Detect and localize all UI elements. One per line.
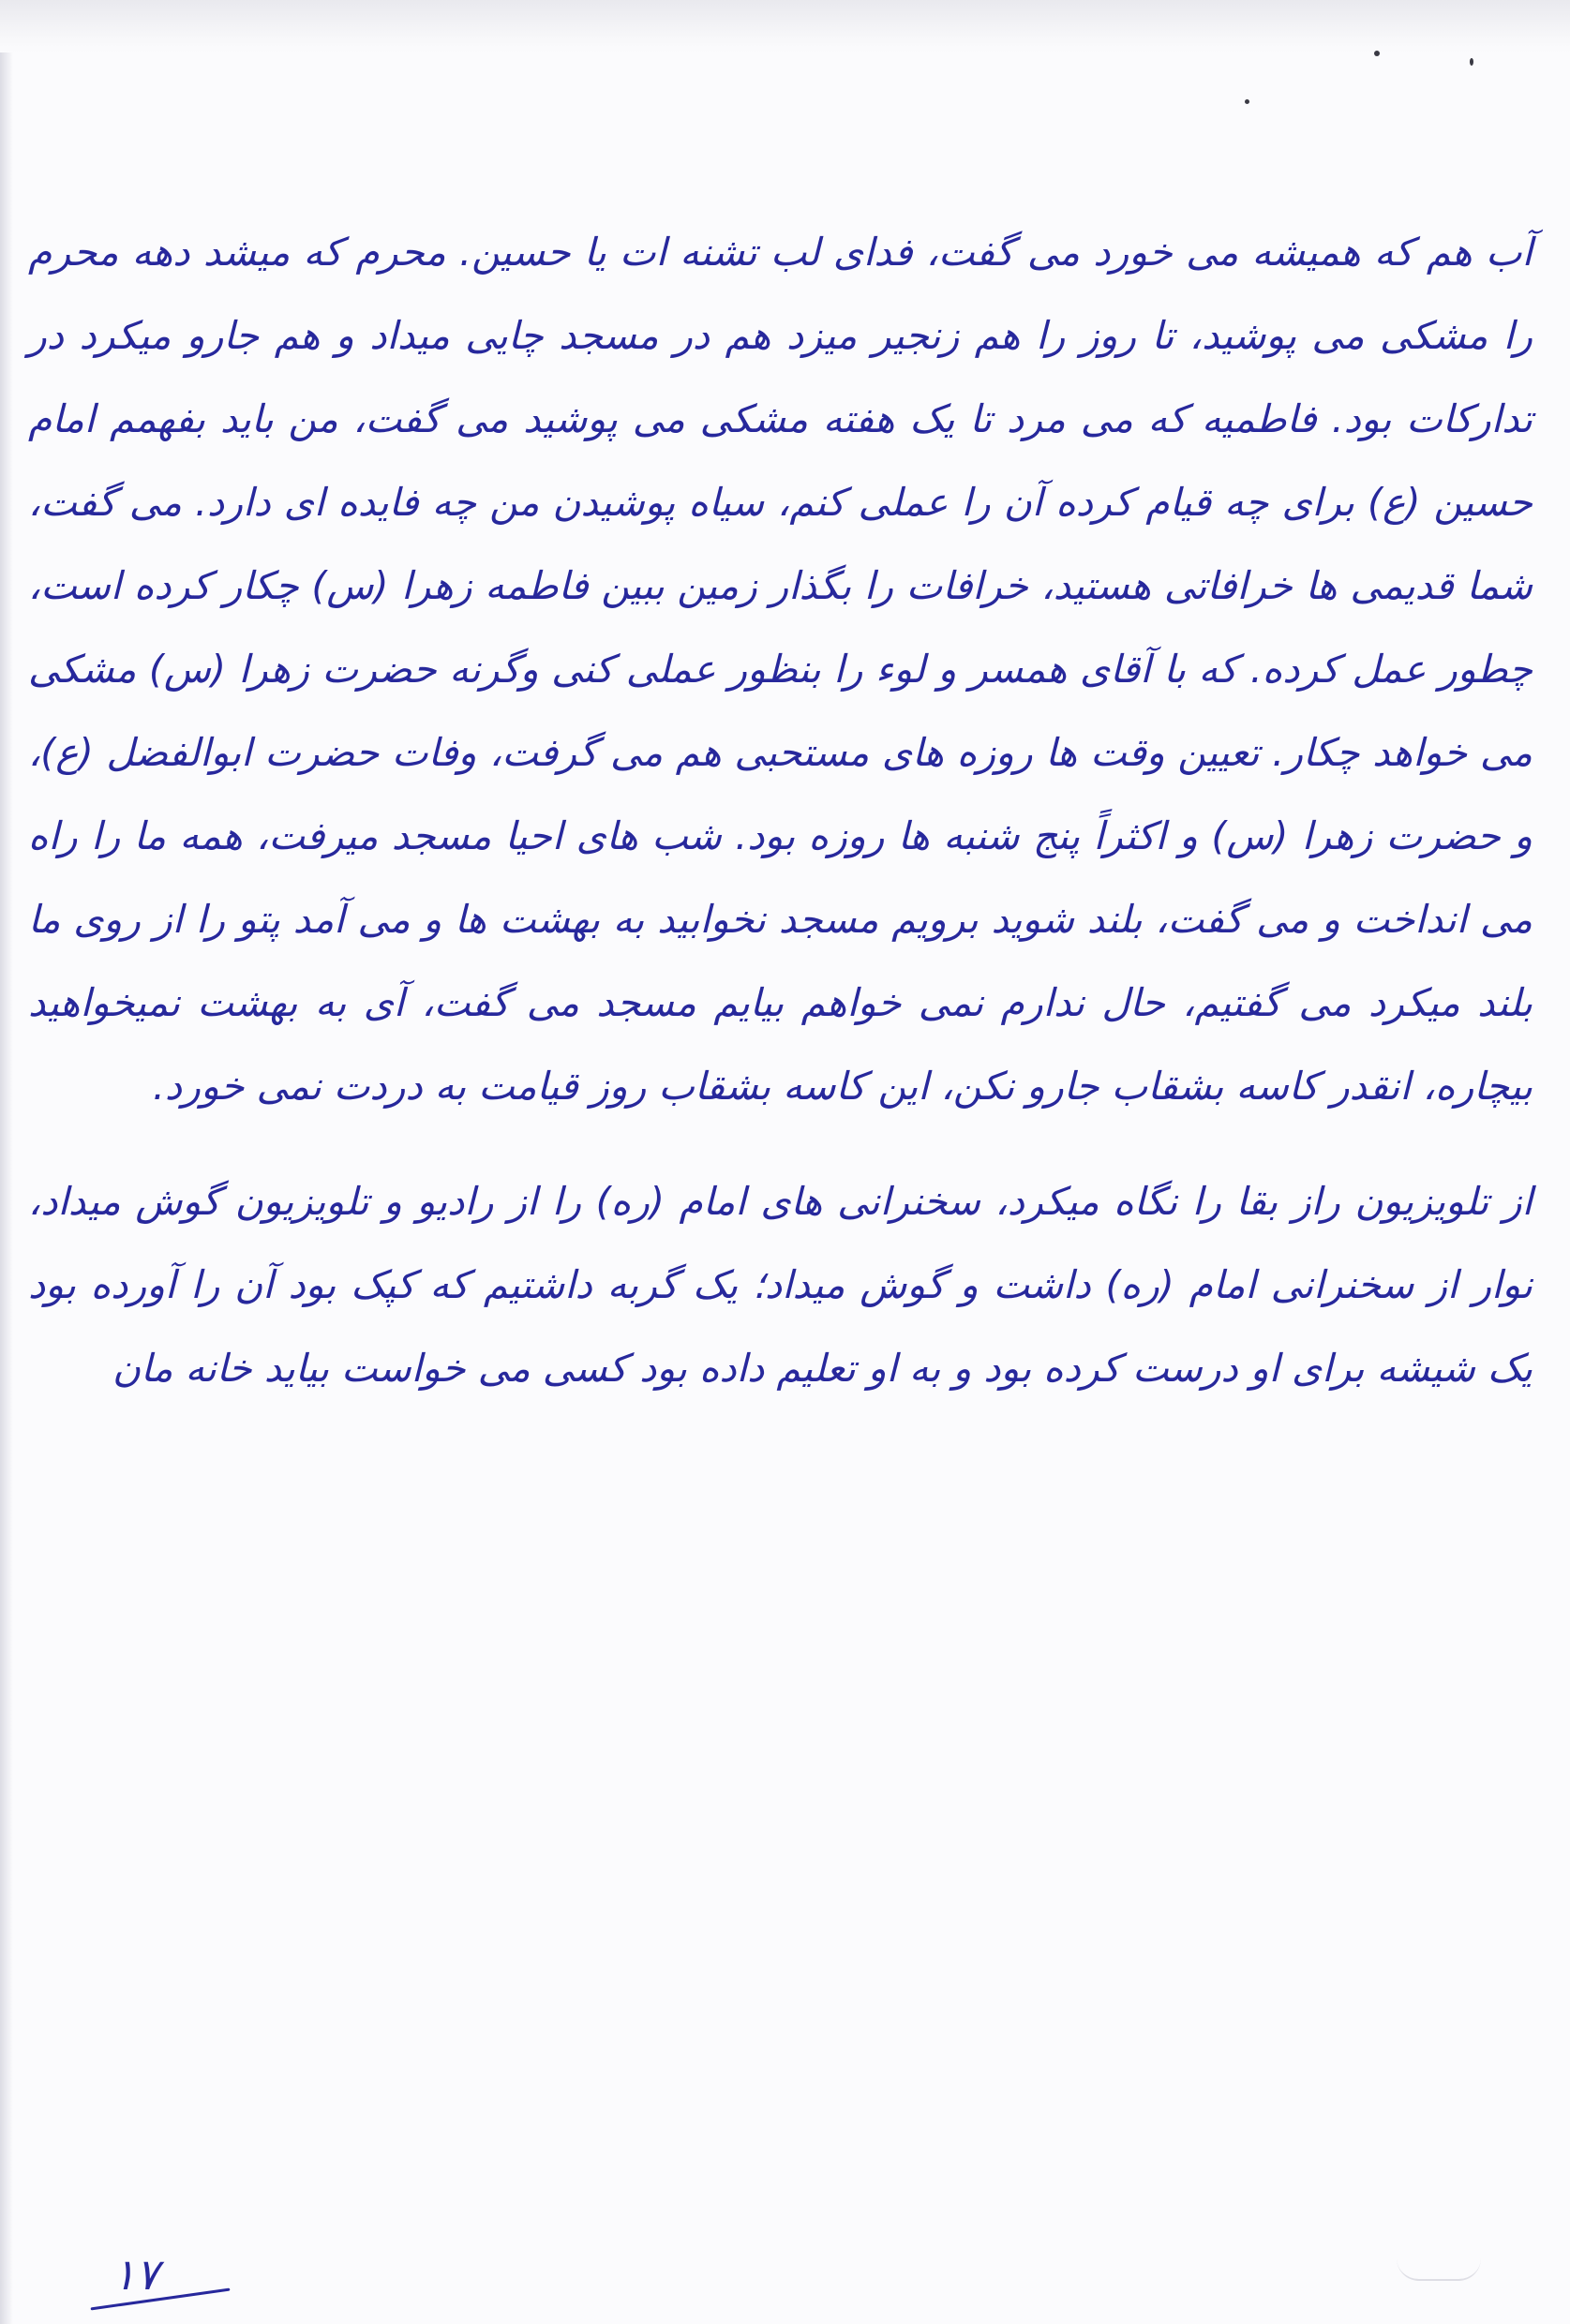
paragraph-2: از تلویزیون راز بقا را نگاه میکرد، سخنرانی های امام (ره) را از رادیو و تلویزیون گوش میداد، نوار از سخنرانی امام (ره) داشت و گوش میداد؛ یک گربه داشتیم که کپک بود آن را آورده بود یک شیشه برای او درست کرده بود و به او تعلیم داده بود کسی می خواست بیاید خانه مان <box>28 1179 1533 1391</box>
handwritten-body <box>28 211 1533 1410</box>
ink-speck <box>1470 58 1473 66</box>
ink-speck <box>1374 51 1380 56</box>
scan-edge-left <box>0 52 13 2324</box>
ink-speck <box>1245 99 1249 104</box>
scan-edge-top <box>0 0 1570 52</box>
faint-bleed-mark <box>1397 2258 1481 2281</box>
page-number: ۱۷ <box>112 2249 159 2300</box>
page-number-underline <box>91 2288 231 2311</box>
paragraph-1: آب هم که همیشه می خورد می گفت، فدای لب تشنه ات یا حسین. محرم که میشد دهه محرم را مشکی می پوشید، تا روز را هم زنجیر میزد هم در مسجد چایی میداد و هم جارو میکرد در تدارکات بود. فاطمیه که می مرد تا یک هفته مشکی می پوشید می گفت، من باید بفهمم امام حسین (ع) برای چه قیام کرده آن را عملی کنم، سیاه پوشیدن من چه فایده ای دارد. می گفت، شما قدیمی ها خرافاتی هستید، خرافات را بگذار زمین ببین فاطمه زهرا (س) چکار کرده است، چطور عمل کرده. که با آقای همسر و لوء را بنظور عملی کنی وگرنه حضرت زهرا (س) مشکی می خواهد چکار. تعیین وقت ها روزه های مستحبی هم می گرفت، وفات حضرت ابوالفضل (ع)، و حضرت زهرا (س) و اکثراً پنج شنبه ها روزه بود. شب های احیا مسجد میرفت، همه ما را راه می انداخت و می گفت، بلند شوید برویم مسجد نخوابید به بهشت ها و می آمد پتو را از روی ما بلند میکرد می گفتیم، حال ندارم نمی خواهم بیایم مسجد می گفت، آی به بهشت نمیخواهید بیچاره، انقدر کاسه بشقاب جارو نکن، این کاسه بشقاب روز قیامت به دردت نمی خورد. <box>28 230 1533 1109</box>
